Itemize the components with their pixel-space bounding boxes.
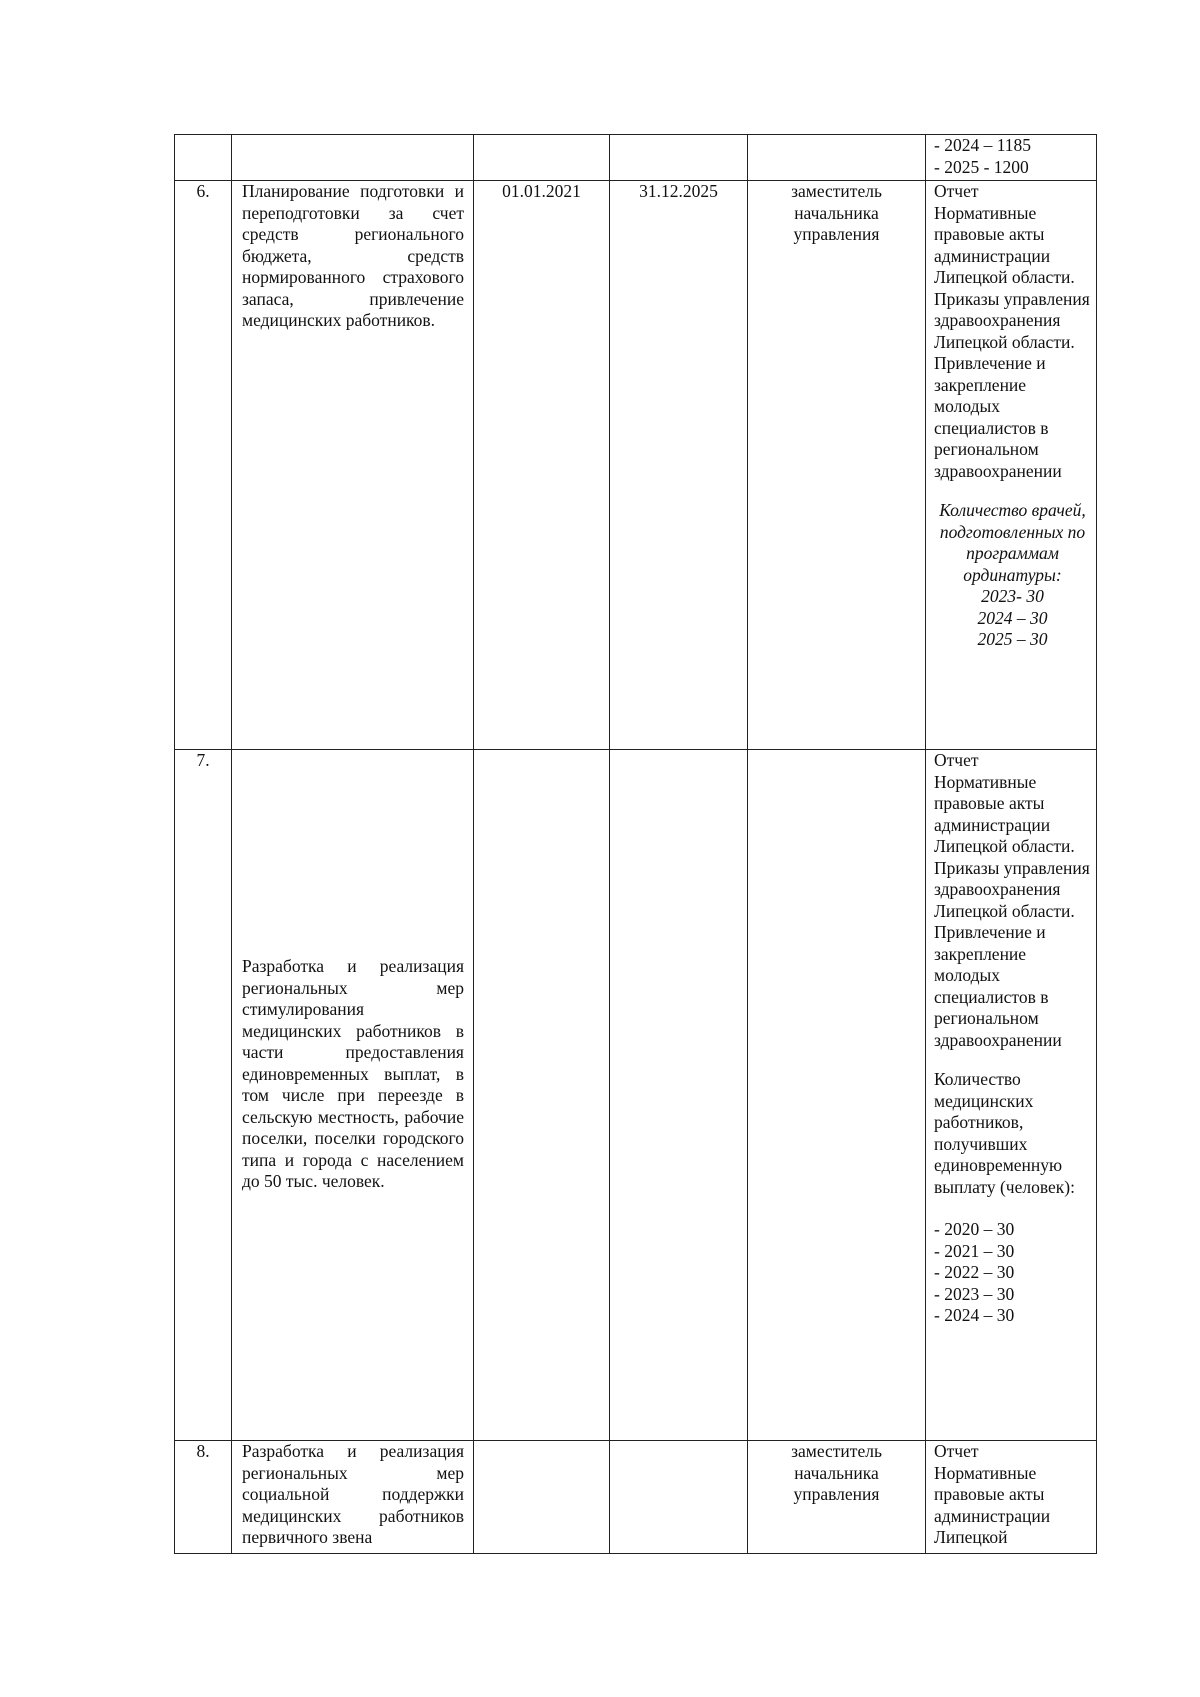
result-line: Приказы управления здравоохранения Липецкой области. xyxy=(934,288,1090,352)
result-year-value: 2024 – 30 xyxy=(977,607,1048,628)
cell-name xyxy=(232,1441,474,1554)
result-year-value: - 2021 – 30 xyxy=(934,1240,1015,1261)
result-line: - 2024 – 1185 xyxy=(934,135,1032,155)
measure-name: Разработка и реализация региональных мер стимулирования медицинских работников в части предоставления единовременных выплат, в том числе при переезде в сельскую местность, рабочие поселки, поселки городского типа и города с населением до 50 тыс. человек. xyxy=(242,956,464,1191)
result-year-value: - 2023 – 30 xyxy=(934,1283,1015,1304)
cell-start: 01.01.2021 xyxy=(474,181,610,750)
measure-name: Планирование подготовки и переподготовки за счет средств регионального бюджета, средств нормированного страхового запаса, привлечение медицинских работников. xyxy=(242,181,464,330)
table-row-6 xyxy=(175,181,1097,750)
cell-start xyxy=(474,750,610,1441)
result-indicator: Количество врачей, подготовленных по программам ординатуры: xyxy=(939,500,1086,585)
cell-responsible xyxy=(748,181,926,750)
result-year-value: - 2024 – 30 xyxy=(934,1305,1015,1325)
cell-num xyxy=(175,135,232,181)
cell-result xyxy=(926,1441,1097,1554)
result-indicator: Количество медицинских работников, получивших единовременную выплату (человек): xyxy=(934,1069,1075,1197)
cell-end xyxy=(610,1441,748,1554)
table-row-8 xyxy=(175,1441,1097,1554)
cell-responsible xyxy=(748,135,926,181)
table-row-continuation xyxy=(175,135,1097,181)
cell-num: 6. xyxy=(175,181,232,750)
cell-result xyxy=(926,135,1097,181)
result-line: Нормативные правовые акты администрации Липецкой xyxy=(934,1462,1051,1547)
result-line: Отчет xyxy=(934,750,979,770)
table-row-7 xyxy=(175,750,1097,1441)
measures-table xyxy=(174,134,1097,1554)
cell-name xyxy=(232,181,474,750)
responsible-line: управления xyxy=(793,1484,880,1504)
result-year-value: 2023- 30 xyxy=(981,586,1044,606)
cell-end: 31.12.2025 xyxy=(610,181,748,750)
result-year-value: - 2020 – 30 xyxy=(934,1219,1015,1239)
cell-responsible xyxy=(748,1441,926,1554)
cell-name xyxy=(232,750,474,1441)
cell-end xyxy=(610,135,748,181)
result-year-value: 2025 – 30 xyxy=(977,629,1048,649)
result-line: Привлечение и закрепление молодых специалистов в региональном здравоохранении xyxy=(934,922,1062,1050)
result-line: Нормативные правовые акты администрации Липецкой области. xyxy=(934,202,1075,287)
cell-num: 8. xyxy=(175,1441,232,1554)
cell-start xyxy=(474,135,610,181)
cell-end xyxy=(610,750,748,1441)
cell-result xyxy=(926,181,1097,750)
result-line: Отчет xyxy=(934,181,979,201)
measure-name: Разработка и реализация региональных мер социальной поддержки медицинских работников первичного звена xyxy=(242,1441,464,1547)
result-line: Отчет xyxy=(934,1441,979,1461)
result-line: Привлечение и закрепление молодых специалистов в региональном здравоохранении xyxy=(934,353,1062,481)
cell-start xyxy=(474,1441,610,1554)
result-line: Нормативные правовые акты администрации Липецкой области. xyxy=(934,771,1075,856)
cell-num: 7. xyxy=(175,750,232,1441)
responsible-line: начальника xyxy=(794,202,879,223)
responsible-line: заместитель xyxy=(791,181,882,201)
responsible-line: заместитель xyxy=(791,1441,882,1461)
result-line: - 2025 - 1200 xyxy=(934,156,1029,177)
cell-responsible xyxy=(748,750,926,1441)
result-year-value: - 2022 – 30 xyxy=(934,1262,1015,1282)
responsible-line: управления xyxy=(793,224,880,244)
cell-name xyxy=(232,135,474,181)
result-line: Приказы управления здравоохранения Липецкой области. xyxy=(934,857,1090,921)
responsible-line: начальника xyxy=(794,1462,879,1483)
cell-result xyxy=(926,750,1097,1441)
